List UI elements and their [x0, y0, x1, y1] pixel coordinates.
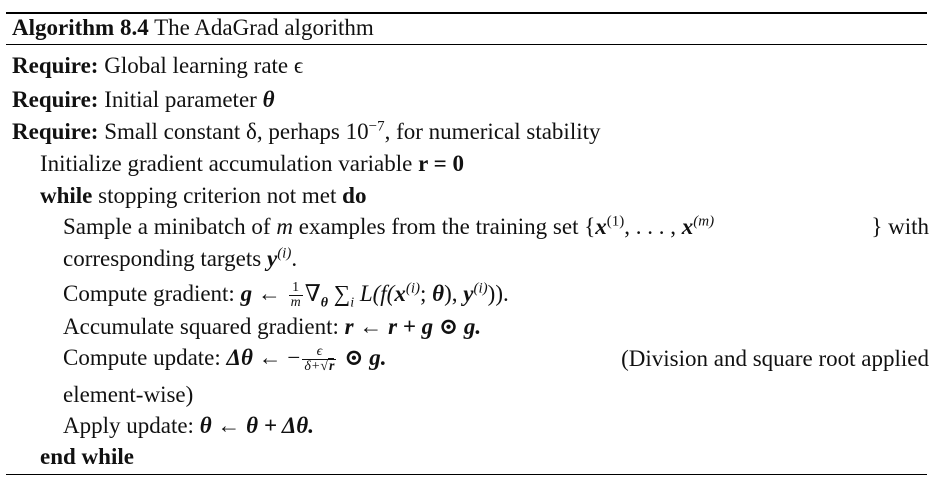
algorithm-caption: [12, 14, 374, 42]
require-initial-parameter: [12, 86, 275, 114]
superscript-i: (i): [405, 280, 421, 297]
initialize-step: [40, 150, 464, 178]
require-learning-rate: [12, 52, 303, 80]
loss-expression: L(f(: [354, 281, 395, 306]
loss-expression-2: ),: [444, 281, 464, 306]
one-over-m-fraction: [289, 281, 303, 310]
require-keyword: Require:: [12, 87, 99, 112]
require-small-constant: [12, 118, 601, 146]
y-symbol: y: [266, 246, 278, 271]
denominator-text: δ+√: [304, 359, 329, 375]
do-keyword: do: [342, 183, 367, 208]
sample-main: [63, 213, 714, 241]
epsilon-fraction: [302, 345, 336, 374]
end-while-keyword: end while: [40, 444, 134, 469]
initialize-text: Initialize gradient accumulation variable: [40, 151, 419, 176]
m-symbol: m: [276, 214, 293, 239]
require-keyword: Require:: [12, 53, 99, 78]
fraction-denominator: [302, 360, 336, 374]
nabla-symbol: ∇: [304, 281, 321, 306]
elementwise-text: element-wise): [63, 382, 194, 407]
x-symbol: x: [681, 214, 694, 239]
compute-gradient-step: [63, 280, 509, 310]
sample-step-continued: [63, 245, 297, 273]
sample-text-2: examples from the training set {: [292, 214, 596, 239]
x-symbol: x: [394, 281, 406, 306]
sample-step: [63, 213, 929, 241]
while-line: [40, 182, 366, 210]
accumulate-step: [63, 313, 481, 341]
fraction-numerator: ϵ: [302, 345, 336, 360]
theta-symbol: θ: [432, 281, 445, 306]
superscript-i: (i): [473, 280, 488, 297]
delta-theta: Δθ: [226, 345, 253, 370]
sqrt-r: r: [329, 359, 335, 375]
algorithm-number: Algorithm 8.4: [12, 15, 149, 40]
end-while-line: [40, 443, 134, 471]
initialize-math: r = 0: [418, 151, 464, 176]
y-symbol: y: [463, 281, 474, 306]
gradient-text: Compute gradient:: [63, 281, 241, 306]
superscript-i: (i): [277, 245, 292, 262]
superscript-m: (m): [693, 213, 715, 230]
compute-update-step: [63, 344, 929, 374]
fraction-numerator: 1: [289, 281, 303, 296]
loss-expression-end: )).: [487, 281, 509, 306]
update-main: [63, 344, 387, 374]
algorithm-title: The AdaGrad algorithm: [154, 15, 374, 40]
g-symbol: g: [240, 281, 253, 306]
require-keyword: Require:: [12, 119, 99, 144]
accumulate-text: Accumulate squared gradient:: [63, 314, 345, 339]
require-text-end: , for numerical stability: [384, 119, 601, 144]
require-text: Initial parameter: [104, 87, 263, 112]
update-note-continued: [63, 381, 193, 409]
apply-math: θ ← θ + Δθ.: [199, 413, 314, 438]
arrow: ← −: [252, 345, 301, 370]
update-note: (Division and square root applied: [621, 346, 929, 372]
arrow: ←: [252, 281, 287, 306]
x-symbol: x: [595, 214, 607, 239]
caption-rule: [6, 44, 927, 45]
accumulate-math: r ← r + g ⊙ g.: [344, 314, 482, 339]
apply-update-step: [63, 412, 314, 440]
sample-with: } with: [871, 214, 929, 239]
while-keyword: while: [40, 183, 93, 208]
superscript-1: (1): [606, 213, 625, 230]
sample-text: Sample a minibatch of: [63, 214, 277, 239]
targets-text: corresponding targets: [63, 246, 267, 271]
sum-symbol: ∑: [328, 281, 351, 306]
nabla-subscript: θ: [320, 295, 329, 311]
semicolon: ;: [420, 281, 433, 306]
require-text: Global learning rate ϵ: [104, 53, 304, 78]
fraction-denominator: m: [290, 295, 301, 311]
ellipsis: , . . . ,: [624, 214, 682, 239]
bottom-rule: [6, 474, 927, 475]
while-condition: stopping criterion not met: [92, 183, 343, 208]
exponent: −7: [368, 118, 385, 135]
theta-symbol: θ: [262, 87, 275, 112]
sum-subscript: i: [350, 295, 355, 311]
update-tail: ⊙ g.: [338, 345, 387, 370]
period: .: [291, 246, 298, 271]
require-text: Small constant δ, perhaps 10: [104, 119, 369, 144]
apply-text: Apply update:: [63, 413, 200, 438]
update-text: Compute update:: [63, 345, 227, 370]
